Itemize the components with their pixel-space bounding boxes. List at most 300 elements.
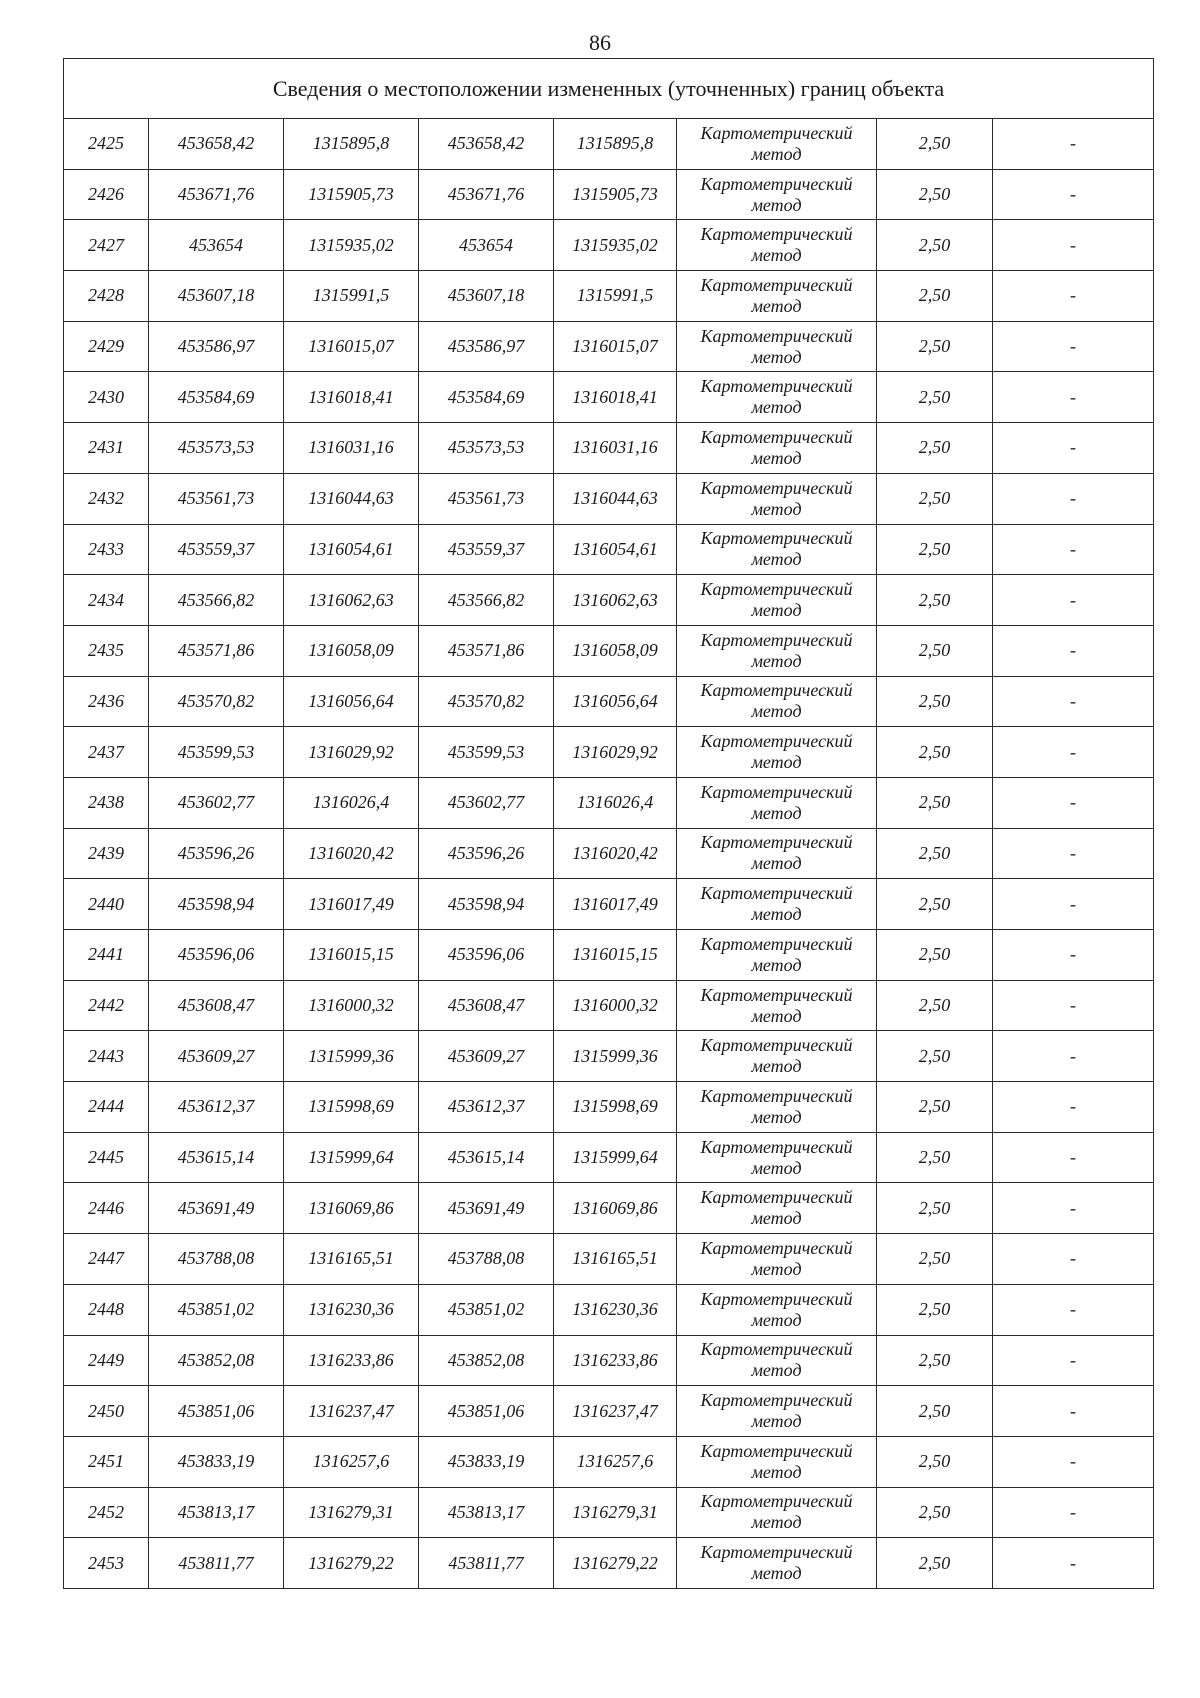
x-refined-cell: 453851,06: [419, 1386, 554, 1437]
y-refined-cell: 1316056,64: [554, 676, 677, 727]
method-cell: [677, 930, 877, 981]
y-existing-cell: 1315998,69: [284, 1082, 419, 1133]
x-refined-cell: 453609,27: [419, 1031, 554, 1082]
point-number-cell: 2452: [64, 1487, 149, 1538]
table-row: [64, 524, 1154, 575]
accuracy-cell: 2,50: [877, 321, 993, 372]
y-refined-cell: 1316233,86: [554, 1335, 677, 1386]
y-refined-cell: 1315905,73: [554, 169, 677, 220]
y-refined-cell: 1316018,41: [554, 372, 677, 423]
table-row: [64, 777, 1154, 828]
note-cell: -: [993, 1132, 1154, 1183]
y-refined-cell: 1316279,31: [554, 1487, 677, 1538]
point-number-cell: 2425: [64, 119, 149, 170]
method-cell: [677, 220, 877, 271]
x-existing-cell: 453584,69: [149, 372, 284, 423]
method-label-line1: Картометрический: [700, 781, 853, 802]
point-number-cell: 2435: [64, 625, 149, 676]
method-label-line2: метод: [751, 498, 802, 519]
table-row: [64, 625, 1154, 676]
method-label-line1: Картометрический: [700, 325, 853, 346]
x-existing-cell: 453608,47: [149, 980, 284, 1031]
x-refined-cell: 453833,19: [419, 1436, 554, 1487]
y-existing-cell: 1315905,73: [284, 169, 419, 220]
point-number-cell: 2453: [64, 1538, 149, 1589]
method-cell: [677, 1082, 877, 1133]
table-body: [64, 59, 1154, 1589]
method-label-line1: Картометрический: [700, 122, 853, 143]
method-label-line1: Картометрический: [700, 1187, 853, 1208]
method-cell: [677, 1031, 877, 1082]
x-refined-cell: 453811,77: [419, 1538, 554, 1589]
method-label-line2: метод: [751, 549, 802, 570]
note-cell: -: [993, 1436, 1154, 1487]
point-number-cell: 2439: [64, 828, 149, 879]
x-existing-cell: 453671,76: [149, 169, 284, 220]
method-cell: [677, 119, 877, 170]
x-refined-cell: 453570,82: [419, 676, 554, 727]
table-row: [64, 1082, 1154, 1133]
method-cell: [677, 524, 877, 575]
table-row: [64, 1538, 1154, 1589]
point-number-cell: 2428: [64, 271, 149, 322]
x-refined-cell: 453851,02: [419, 1284, 554, 1335]
method-label-line2: метод: [751, 954, 802, 975]
accuracy-cell: 2,50: [877, 980, 993, 1031]
method-label-line1: Картометрический: [700, 731, 853, 752]
method-cell: [677, 777, 877, 828]
x-refined-cell: 453573,53: [419, 423, 554, 474]
method-cell: [677, 473, 877, 524]
y-refined-cell: 1315999,64: [554, 1132, 677, 1183]
method-cell: [677, 1234, 877, 1285]
accuracy-cell: 2,50: [877, 828, 993, 879]
page-number: 86: [589, 30, 611, 55]
accuracy-cell: 2,50: [877, 1436, 993, 1487]
y-refined-cell: 1316044,63: [554, 473, 677, 524]
method-cell: [677, 727, 877, 778]
table-row: [64, 1284, 1154, 1335]
table-row: [64, 1487, 1154, 1538]
accuracy-cell: 2,50: [877, 473, 993, 524]
table-title-row: [64, 59, 1154, 119]
note-cell: -: [993, 930, 1154, 981]
accuracy-cell: 2,50: [877, 423, 993, 474]
method-label-line1: Картометрический: [700, 1136, 853, 1157]
accuracy-cell: 2,50: [877, 879, 993, 930]
note-cell: -: [993, 1538, 1154, 1589]
x-existing-cell: 453658,42: [149, 119, 284, 170]
x-existing-cell: 453598,94: [149, 879, 284, 930]
x-existing-cell: 453586,97: [149, 321, 284, 372]
x-existing-cell: 453559,37: [149, 524, 284, 575]
method-label-line1: Картометрический: [700, 1491, 853, 1512]
note-cell: -: [993, 879, 1154, 930]
x-refined-cell: 453788,08: [419, 1234, 554, 1285]
y-existing-cell: 1316058,09: [284, 625, 419, 676]
note-cell: -: [993, 676, 1154, 727]
x-existing-cell: 453654: [149, 220, 284, 271]
accuracy-cell: 2,50: [877, 524, 993, 575]
accuracy-cell: 2,50: [877, 1031, 993, 1082]
point-number-cell: 2440: [64, 879, 149, 930]
table-row: [64, 119, 1154, 170]
method-cell: [677, 372, 877, 423]
method-label-line1: Картометрический: [700, 1288, 853, 1309]
note-cell: -: [993, 423, 1154, 474]
x-refined-cell: 453608,47: [419, 980, 554, 1031]
y-existing-cell: 1316054,61: [284, 524, 419, 575]
point-number-cell: 2438: [64, 777, 149, 828]
accuracy-cell: 2,50: [877, 1386, 993, 1437]
y-refined-cell: 1316017,49: [554, 879, 677, 930]
y-refined-cell: 1316257,6: [554, 1436, 677, 1487]
method-label-line2: метод: [751, 295, 802, 316]
table-row: [64, 1234, 1154, 1285]
point-number-cell: 2431: [64, 423, 149, 474]
y-existing-cell: 1316257,6: [284, 1436, 419, 1487]
x-existing-cell: 453596,26: [149, 828, 284, 879]
method-label-line1: Картометрический: [700, 629, 853, 650]
method-cell: [677, 1335, 877, 1386]
table-row: [64, 220, 1154, 271]
y-existing-cell: 1315999,64: [284, 1132, 419, 1183]
x-refined-cell: 453671,76: [419, 169, 554, 220]
point-number-cell: 2445: [64, 1132, 149, 1183]
note-cell: -: [993, 1487, 1154, 1538]
point-number-cell: 2427: [64, 220, 149, 271]
accuracy-cell: 2,50: [877, 1538, 993, 1589]
y-existing-cell: 1316279,31: [284, 1487, 419, 1538]
x-refined-cell: 453607,18: [419, 271, 554, 322]
method-label-line2: метод: [751, 194, 802, 215]
note-cell: -: [993, 727, 1154, 778]
x-existing-cell: 453612,37: [149, 1082, 284, 1133]
method-cell: [677, 271, 877, 322]
method-label-line2: метод: [751, 904, 802, 925]
method-label-line1: Картометрический: [700, 477, 853, 498]
y-existing-cell: 1316015,15: [284, 930, 419, 981]
x-refined-cell: 453559,37: [419, 524, 554, 575]
x-existing-cell: 453596,06: [149, 930, 284, 981]
method-cell: [677, 423, 877, 474]
note-cell: -: [993, 575, 1154, 626]
method-label-line2: метод: [751, 1258, 802, 1279]
accuracy-cell: 2,50: [877, 676, 993, 727]
point-number-cell: 2430: [64, 372, 149, 423]
note-cell: -: [993, 625, 1154, 676]
method-label-line1: Картометрический: [700, 1390, 853, 1411]
method-label-line2: метод: [751, 1005, 802, 1026]
x-refined-cell: 453596,26: [419, 828, 554, 879]
y-existing-cell: 1316279,22: [284, 1538, 419, 1589]
accuracy-cell: 2,50: [877, 1284, 993, 1335]
table-row: [64, 1386, 1154, 1437]
method-cell: [677, 879, 877, 930]
y-existing-cell: 1316026,4: [284, 777, 419, 828]
method-label-line1: Картометрический: [700, 579, 853, 600]
method-cell: [677, 575, 877, 626]
method-label-line1: Картометрический: [700, 376, 853, 397]
y-existing-cell: 1316165,51: [284, 1234, 419, 1285]
y-existing-cell: 1315999,36: [284, 1031, 419, 1082]
method-label-line1: Картометрический: [700, 1035, 853, 1056]
y-refined-cell: 1315935,02: [554, 220, 677, 271]
x-existing-cell: 453570,82: [149, 676, 284, 727]
x-refined-cell: 453852,08: [419, 1335, 554, 1386]
y-refined-cell: 1316069,86: [554, 1183, 677, 1234]
point-number-cell: 2429: [64, 321, 149, 372]
method-label-line2: метод: [751, 245, 802, 266]
method-cell: [677, 1183, 877, 1234]
method-label-line1: Картометрический: [700, 1339, 853, 1360]
method-label-line1: Картометрический: [700, 832, 853, 853]
x-existing-cell: 453811,77: [149, 1538, 284, 1589]
note-cell: -: [993, 372, 1154, 423]
accuracy-cell: 2,50: [877, 930, 993, 981]
y-existing-cell: 1315991,5: [284, 271, 419, 322]
method-label-line2: метод: [751, 1461, 802, 1482]
point-number-cell: 2437: [64, 727, 149, 778]
x-refined-cell: 453599,53: [419, 727, 554, 778]
accuracy-cell: 2,50: [877, 271, 993, 322]
y-existing-cell: 1316000,32: [284, 980, 419, 1031]
y-existing-cell: 1316230,36: [284, 1284, 419, 1335]
method-label-line1: Картометрический: [700, 274, 853, 295]
table-row: [64, 676, 1154, 727]
accuracy-cell: 2,50: [877, 1132, 993, 1183]
x-existing-cell: 453599,53: [149, 727, 284, 778]
point-number-cell: 2441: [64, 930, 149, 981]
y-existing-cell: 1316031,16: [284, 423, 419, 474]
point-number-cell: 2433: [64, 524, 149, 575]
accuracy-cell: 2,50: [877, 220, 993, 271]
y-refined-cell: 1316015,07: [554, 321, 677, 372]
method-label-line1: Картометрический: [700, 528, 853, 549]
method-label-line2: метод: [751, 1106, 802, 1127]
method-cell: [677, 1386, 877, 1437]
method-label-line2: метод: [751, 143, 802, 164]
method-label-line2: метод: [751, 397, 802, 418]
point-number-cell: 2449: [64, 1335, 149, 1386]
table-row: [64, 828, 1154, 879]
table-row: [64, 1183, 1154, 1234]
note-cell: -: [993, 524, 1154, 575]
note-cell: -: [993, 1284, 1154, 1335]
y-existing-cell: 1316237,47: [284, 1386, 419, 1437]
note-cell: -: [993, 321, 1154, 372]
y-refined-cell: 1316054,61: [554, 524, 677, 575]
accuracy-cell: 2,50: [877, 1487, 993, 1538]
y-existing-cell: 1316018,41: [284, 372, 419, 423]
x-refined-cell: 453596,06: [419, 930, 554, 981]
x-refined-cell: 453654: [419, 220, 554, 271]
y-refined-cell: 1316029,92: [554, 727, 677, 778]
x-existing-cell: 453691,49: [149, 1183, 284, 1234]
y-refined-cell: 1315998,69: [554, 1082, 677, 1133]
x-existing-cell: 453607,18: [149, 271, 284, 322]
method-cell: [677, 980, 877, 1031]
y-refined-cell: 1315991,5: [554, 271, 677, 322]
y-existing-cell: 1316062,63: [284, 575, 419, 626]
x-existing-cell: 453852,08: [149, 1335, 284, 1386]
point-number-cell: 2448: [64, 1284, 149, 1335]
x-refined-cell: 453691,49: [419, 1183, 554, 1234]
note-cell: -: [993, 777, 1154, 828]
y-existing-cell: 1316233,86: [284, 1335, 419, 1386]
table-row: [64, 271, 1154, 322]
note-cell: -: [993, 1234, 1154, 1285]
method-label-line2: метод: [751, 1360, 802, 1381]
y-refined-cell: 1316015,15: [554, 930, 677, 981]
method-label-line1: Картометрический: [700, 426, 853, 447]
table-row: [64, 980, 1154, 1031]
table-row: [64, 727, 1154, 778]
method-label-line2: метод: [751, 1563, 802, 1584]
method-label-line2: метод: [751, 752, 802, 773]
accuracy-cell: 2,50: [877, 1082, 993, 1133]
method-cell: [677, 1538, 877, 1589]
point-number-cell: 2444: [64, 1082, 149, 1133]
method-cell: [677, 1284, 877, 1335]
y-existing-cell: 1316015,07: [284, 321, 419, 372]
note-cell: -: [993, 1183, 1154, 1234]
x-existing-cell: 453609,27: [149, 1031, 284, 1082]
x-existing-cell: 453851,06: [149, 1386, 284, 1437]
table-row: [64, 575, 1154, 626]
method-cell: [677, 1132, 877, 1183]
x-refined-cell: 453602,77: [419, 777, 554, 828]
accuracy-cell: 2,50: [877, 1335, 993, 1386]
x-existing-cell: 453561,73: [149, 473, 284, 524]
x-refined-cell: 453561,73: [419, 473, 554, 524]
note-cell: -: [993, 828, 1154, 879]
table-row: [64, 930, 1154, 981]
method-label-line2: метод: [751, 802, 802, 823]
y-refined-cell: 1316020,42: [554, 828, 677, 879]
table-row: [64, 423, 1154, 474]
method-label-line2: метод: [751, 1309, 802, 1330]
y-refined-cell: 1316026,4: [554, 777, 677, 828]
x-existing-cell: 453602,77: [149, 777, 284, 828]
method-cell: [677, 1487, 877, 1538]
note-cell: -: [993, 473, 1154, 524]
y-refined-cell: 1316062,63: [554, 575, 677, 626]
x-refined-cell: 453598,94: [419, 879, 554, 930]
method-label-line2: метод: [751, 853, 802, 874]
x-existing-cell: 453788,08: [149, 1234, 284, 1285]
method-label-line1: Картометрический: [700, 933, 853, 954]
accuracy-cell: 2,50: [877, 119, 993, 170]
method-label-line1: Картометрический: [700, 680, 853, 701]
accuracy-cell: 2,50: [877, 575, 993, 626]
x-existing-cell: 453615,14: [149, 1132, 284, 1183]
table-row: [64, 372, 1154, 423]
note-cell: -: [993, 1386, 1154, 1437]
note-cell: -: [993, 1082, 1154, 1133]
y-existing-cell: 1316056,64: [284, 676, 419, 727]
x-refined-cell: 453813,17: [419, 1487, 554, 1538]
x-existing-cell: 453851,02: [149, 1284, 284, 1335]
method-label-line2: метод: [751, 701, 802, 722]
method-cell: [677, 1436, 877, 1487]
table-row: [64, 1436, 1154, 1487]
method-label-line2: метод: [751, 1056, 802, 1077]
method-label-line1: Картометрический: [700, 224, 853, 245]
y-refined-cell: 1315999,36: [554, 1031, 677, 1082]
table-row: [64, 1031, 1154, 1082]
x-refined-cell: 453658,42: [419, 119, 554, 170]
point-number-cell: 2432: [64, 473, 149, 524]
table-row: [64, 1132, 1154, 1183]
table-row: [64, 879, 1154, 930]
y-existing-cell: 1316044,63: [284, 473, 419, 524]
y-refined-cell: 1316058,09: [554, 625, 677, 676]
accuracy-cell: 2,50: [877, 1183, 993, 1234]
note-cell: -: [993, 980, 1154, 1031]
note-cell: -: [993, 169, 1154, 220]
y-existing-cell: 1316017,49: [284, 879, 419, 930]
accuracy-cell: 2,50: [877, 372, 993, 423]
method-label-line1: Картометрический: [700, 1542, 853, 1563]
y-existing-cell: 1316069,86: [284, 1183, 419, 1234]
method-label-line2: метод: [751, 650, 802, 671]
point-number-cell: 2442: [64, 980, 149, 1031]
point-number-cell: 2450: [64, 1386, 149, 1437]
x-existing-cell: 453571,86: [149, 625, 284, 676]
point-number-cell: 2434: [64, 575, 149, 626]
note-cell: -: [993, 119, 1154, 170]
y-refined-cell: 1315895,8: [554, 119, 677, 170]
method-label-line1: Картометрический: [700, 1085, 853, 1106]
y-refined-cell: 1316165,51: [554, 1234, 677, 1285]
x-existing-cell: 453573,53: [149, 423, 284, 474]
method-label-line2: метод: [751, 447, 802, 468]
accuracy-cell: 2,50: [877, 777, 993, 828]
y-existing-cell: 1315895,8: [284, 119, 419, 170]
x-refined-cell: 453566,82: [419, 575, 554, 626]
method-label-line1: Картометрический: [700, 1237, 853, 1258]
table-row: [64, 473, 1154, 524]
method-label-line1: Картометрический: [700, 173, 853, 194]
method-cell: [677, 676, 877, 727]
table-title: Сведения о местоположении измененных (уточненных) границ объекта: [64, 59, 1154, 119]
y-refined-cell: 1316237,47: [554, 1386, 677, 1437]
point-number-cell: 2451: [64, 1436, 149, 1487]
method-cell: [677, 169, 877, 220]
accuracy-cell: 2,50: [877, 169, 993, 220]
note-cell: -: [993, 271, 1154, 322]
y-existing-cell: 1316020,42: [284, 828, 419, 879]
method-label-line2: метод: [751, 600, 802, 621]
x-existing-cell: 453566,82: [149, 575, 284, 626]
method-label-line2: метод: [751, 1157, 802, 1178]
x-existing-cell: 453813,17: [149, 1487, 284, 1538]
method-cell: [677, 828, 877, 879]
method-cell: [677, 321, 877, 372]
y-existing-cell: 1315935,02: [284, 220, 419, 271]
y-refined-cell: 1316230,36: [554, 1284, 677, 1335]
y-refined-cell: 1316000,32: [554, 980, 677, 1031]
point-number-cell: 2443: [64, 1031, 149, 1082]
note-cell: -: [993, 1335, 1154, 1386]
y-refined-cell: 1316031,16: [554, 423, 677, 474]
note-cell: -: [993, 220, 1154, 271]
coordinates-table: [63, 58, 1154, 1589]
accuracy-cell: 2,50: [877, 625, 993, 676]
method-label-line2: метод: [751, 346, 802, 367]
y-refined-cell: 1316279,22: [554, 1538, 677, 1589]
